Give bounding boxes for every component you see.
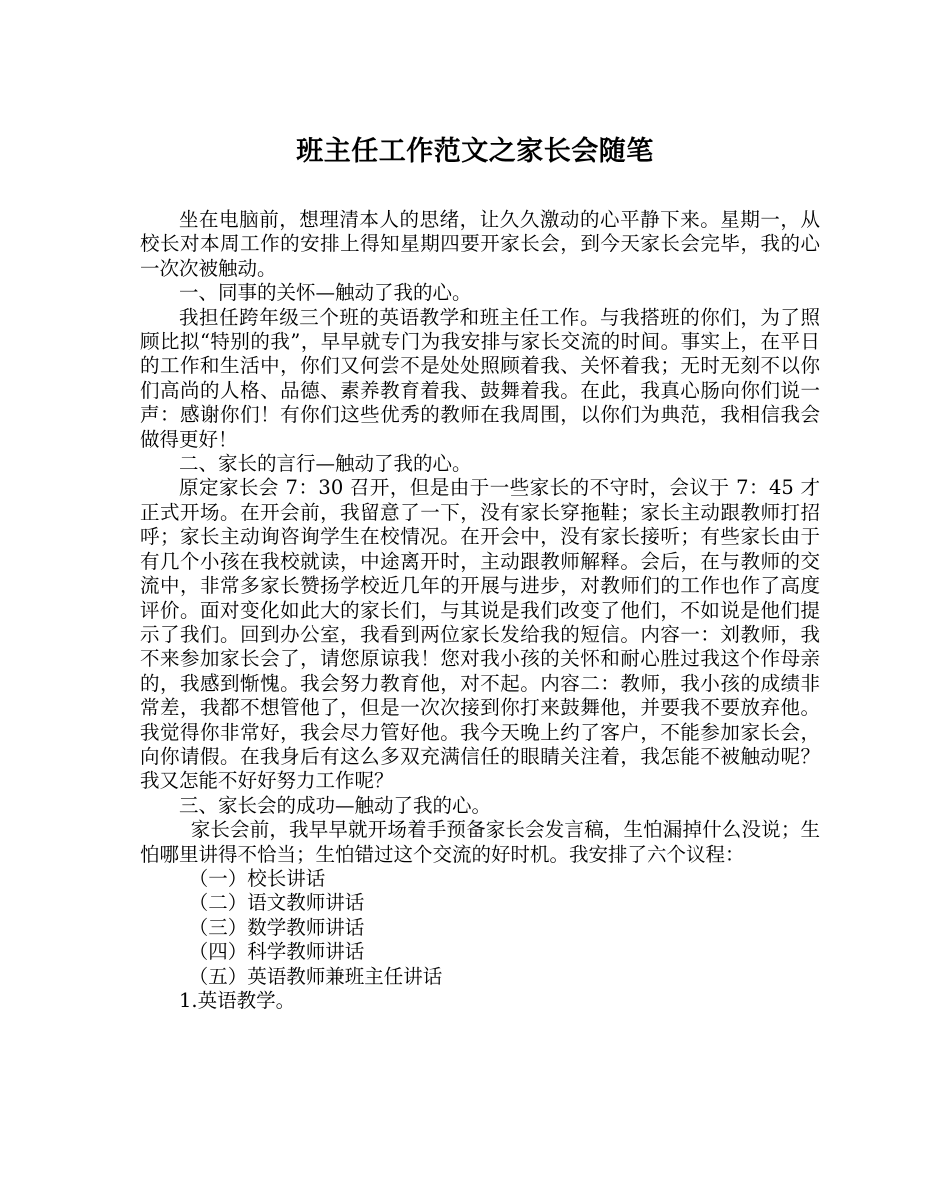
section-heading-2: 二、家长的言行—触动了我的心。 (179, 452, 472, 476)
section-heading-1: 一、同事的关怀—触动了我的心。 (179, 281, 472, 305)
agenda-item: （四）科学教师讲话 (188, 940, 365, 964)
section-heading-3: 三、家长会的成功—触动了我的心。 (179, 793, 492, 817)
paragraph-parents: 原定家长会 7：30 召开，但是由于一些家长的不守时，会议于 7：45 才正式开场。在开会前，我留意了一下，没有家长穿拖鞋；家长主动跟教师打招呼；家长主动询咨询学生在校情况。在开会中，没有家长接听；有些家长由于有几个小孩在我校就读，中途离开时，主动跟教师解释。会后，在与教师的交流中，非常多家长赞扬学校近几年的开展与进步，对教师们的工作也作了高度评价。面对变化如此大的家长们，与其说是我们改变了他们，不如说是他们提示了我们。回到办公室，我看到两位家长发给我的短信。内容一：刘教师，我不来参加家长会了，请您原谅我！您对我小孩的关怀和耐心胜过我这个作母亲的，我感到惭愧。我会努力教育他，对不起。内容二：教师，我小孩的成绩非常差，我都不想管他了，但是一次次接到你打来鼓舞他，并要我不要放弃他。我觉得你非常好，我会尽力管好他。我今天晚上约了客户，不能参加家长会，向你请假。在我身后有这么多双充满信任的眼睛关注着，我怎能不被触动呢？我又怎能不好好努力工作呢？ (140, 476, 820, 793)
agenda-item: （五）英语教师兼班主任讲话 (188, 964, 443, 988)
paragraph-intro: 坐在电脑前，想理清本人的思绪，让久久激动的心平静下来。星期一，从校长对本周工作的安排上得知星期四要开家长会，到今天家长会完毕，我的心一次次被触动。 (140, 208, 820, 280)
paragraph-colleagues: 我担任跨年级三个班的英语教学和班主任工作。与我搭班的你们，为了照顾比拟“特别的我”，早早就专门为我安排与家长交流的时间。事实上，在平日的工作和生活中，你们又何尝不是处处照顾着我、关怀着我；无时无刻不以你们高尚的人格、品德、素养教育着我、鼓舞着我。在此，我真心肠向你们说一声：感谢你们！有你们这些优秀的教师在我周围，以你们为典范，我相信我会做得更好！ (140, 305, 820, 451)
agenda-item: （二）语文教师讲话 (188, 891, 365, 915)
agenda-item: （一）校长讲话 (188, 866, 326, 890)
agenda-item: （三）数学教师讲话 (188, 915, 365, 939)
document-title: 班主任工作范文之家长会随笔 (296, 136, 654, 167)
sub-item-english-teaching: 1.英语教学。 (179, 989, 296, 1012)
paragraph-meeting-prep: 家长会前，我早早就开场着手预备家长会发言稿，生怕漏掉什么没说；生怕哪里讲得不恰当；生怕错过这个交流的好时机。我安排了六个议程： (140, 818, 820, 866)
document-body (140, 208, 820, 1013)
